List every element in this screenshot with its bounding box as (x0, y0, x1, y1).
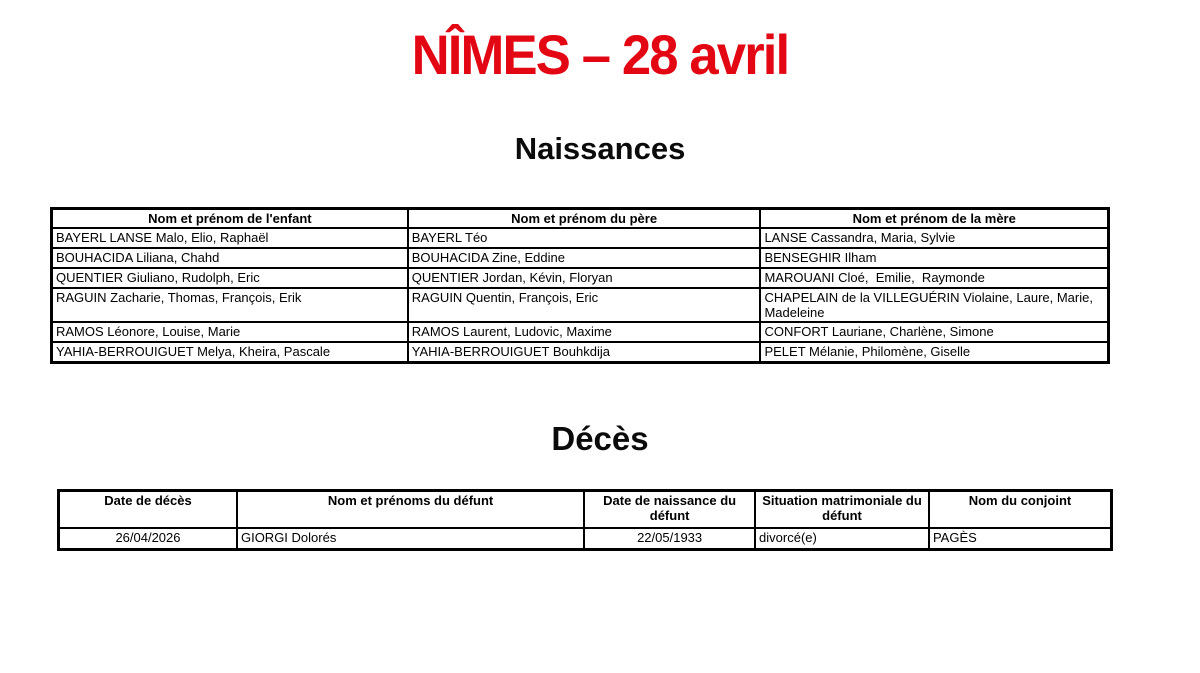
column-header: Date de naissance du défunt (584, 491, 755, 528)
table-row (52, 268, 1108, 288)
table-cell: LANSE Cassandra, Maria, Sylvie (760, 228, 1108, 248)
deaths-table (57, 489, 1113, 551)
table-cell: CONFORT Lauriane, Charlène, Simone (760, 322, 1108, 342)
table-cell: RAMOS Laurent, Ludovic, Maxime (408, 322, 761, 342)
column-header: Nom et prénom de la mère (760, 209, 1108, 228)
table-cell: RAGUIN Zacharie, Thomas, François, Erik (52, 288, 408, 322)
table-cell: BENSEGHIR Ilham (760, 248, 1108, 268)
table-cell: GIORGI Dolorés (237, 528, 584, 549)
table-cell: BAYERL Téo (408, 228, 761, 248)
births-table (50, 207, 1110, 364)
page-title: NÎMES – 28 avril (411, 23, 789, 86)
table-cell: BAYERL LANSE Malo, Elio, Raphaël (52, 228, 408, 248)
table-cell: BOUHACIDA Zine, Eddine (408, 248, 761, 268)
table-cell: 22/05/1933 (584, 528, 755, 549)
table-cell: RAGUIN Quentin, François, Eric (408, 288, 761, 322)
table-cell: 26/04/2026 (59, 528, 237, 549)
column-header: Nom et prénoms du défunt (237, 491, 584, 528)
column-header: Nom du conjoint (929, 491, 1111, 528)
table-cell: QUENTIER Giuliano, Rudolph, Eric (52, 268, 408, 288)
table-row (52, 248, 1108, 268)
table-cell: RAMOS Léonore, Louise, Marie (52, 322, 408, 342)
births-header-row (52, 209, 1108, 228)
table-row (52, 228, 1108, 248)
table-row (52, 322, 1108, 342)
column-header: Nom et prénom du père (408, 209, 761, 228)
table-cell: BOUHACIDA Liliana, Chahd (52, 248, 408, 268)
column-header: Situation matrimoniale du défunt (755, 491, 929, 528)
table-cell: PELET Mélanie, Philomène, Giselle (760, 342, 1108, 362)
table-cell: PAGÈS (929, 528, 1111, 549)
deaths-header-row (59, 491, 1111, 528)
table-cell: CHAPELAIN de la VILLEGUÉRIN Violaine, Laure, Marie, Madeleine (760, 288, 1108, 322)
table-cell: QUENTIER Jordan, Kévin, Floryan (408, 268, 761, 288)
table-cell: MAROUANI Cloé, Emilie, Raymonde (760, 268, 1108, 288)
table-cell: YAHIA-BERROUIGUET Bouhkdija (408, 342, 761, 362)
table-row (59, 528, 1111, 549)
table-row (52, 288, 1108, 322)
section-heading-deces: Décès (551, 420, 649, 457)
section-heading-naissances: Naissances (514, 131, 686, 166)
table-cell: YAHIA-BERROUIGUET Melya, Kheira, Pascale (52, 342, 408, 362)
column-header: Date de décès (59, 491, 237, 528)
table-row (52, 342, 1108, 362)
table-cell: divorcé(e) (755, 528, 929, 549)
column-header: Nom et prénom de l'enfant (52, 209, 408, 228)
